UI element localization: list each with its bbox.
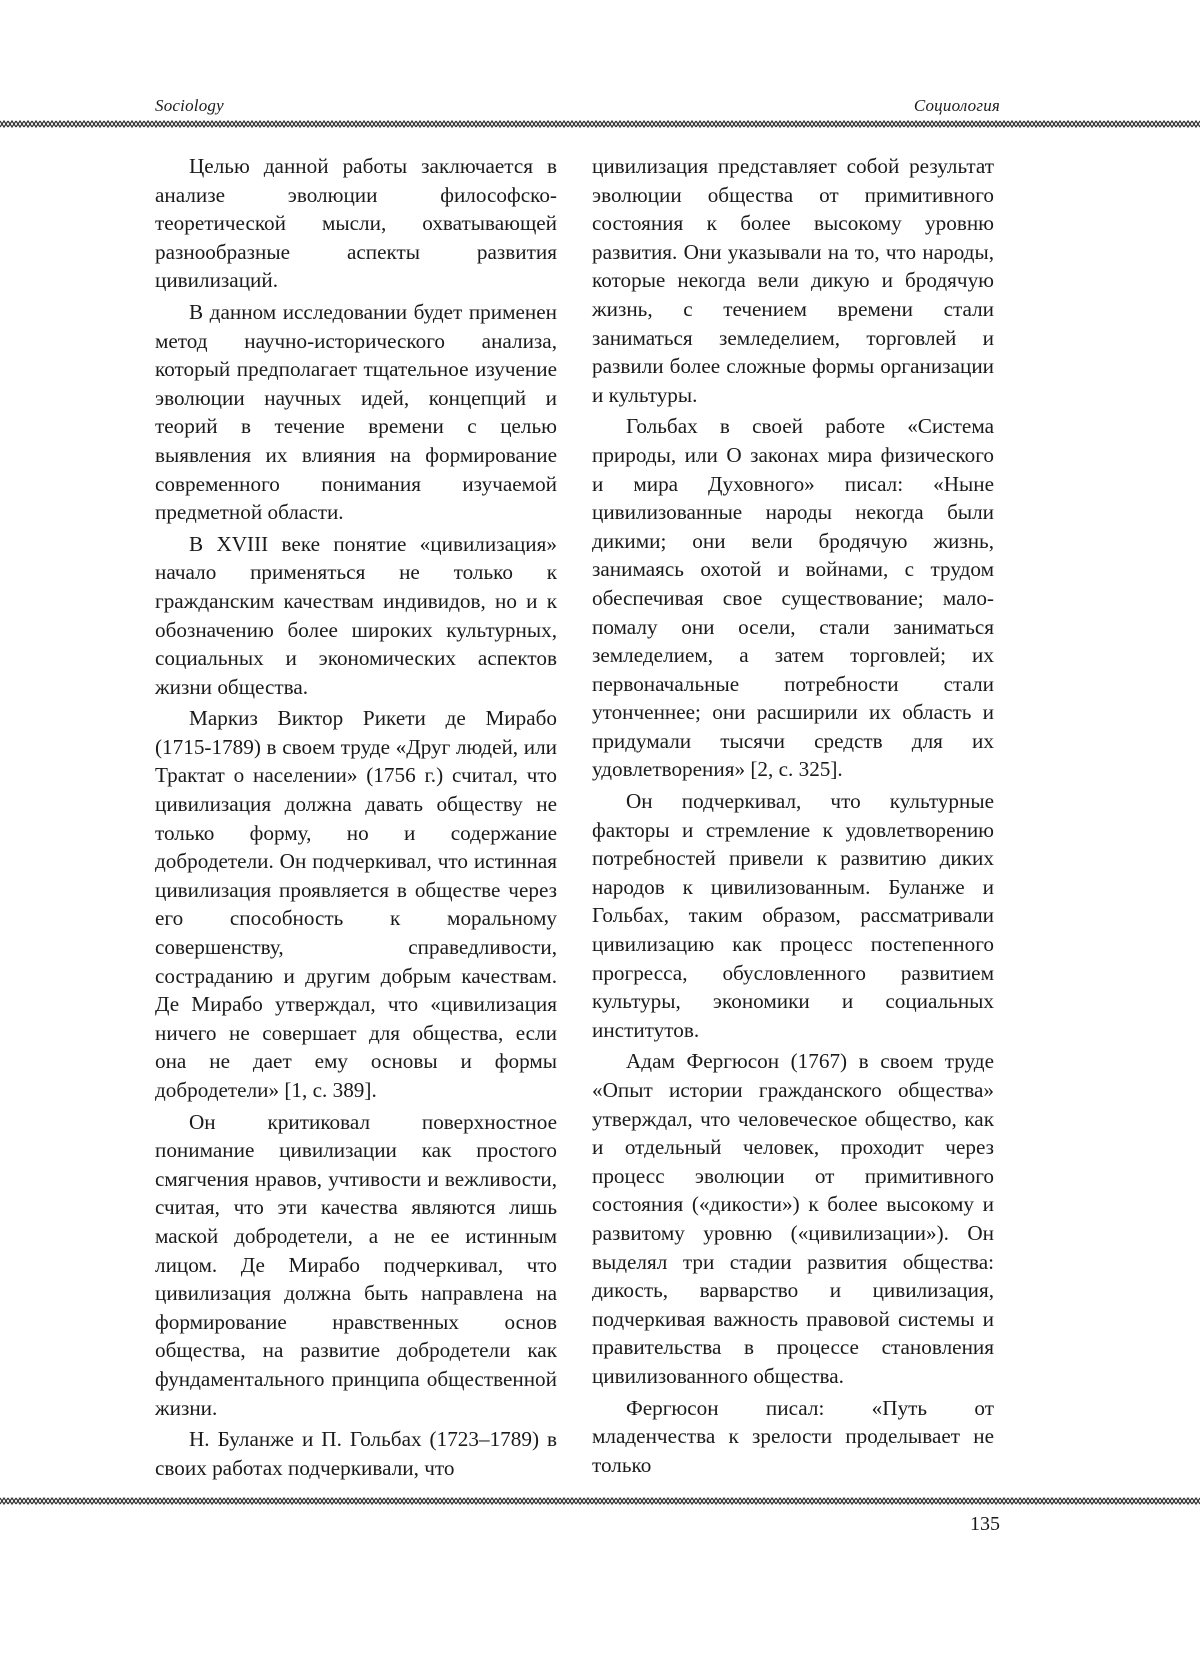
paragraph: Н. Буланже и П. Гольбах (1723–1789) в своих работах подчеркивали, что	[155, 1427, 557, 1480]
paragraph: В данном исследовании будет применен метод научно-исторического анализа, который предполагает тщательное изучение эволюции научных идей, концепций и теорий в течение времени с целью выявления их влияния на формирование современного понимания изучаемой предметной области.	[155, 299, 557, 525]
paragraph: Адам Фергюсон (1767) в своем труде «Опыт истории гражданского общества» утверждал, что человеческое общество, как и отдельный человек, проходит через процесс эволюции от примитивного состояния («дикости») к более высокому и развитому уровню («цивилизации»). Он выделял три стадии развития общества: дикость, варварство и цивилизация, подчеркивая важность правовой системы и правительства в процессе становления цивилизованного общества.	[592, 1049, 994, 1388]
left-column	[155, 152, 557, 1485]
top-decorative-border	[0, 118, 1200, 130]
paragraph: Он критиковал поверхностное понимание цивилизации как простого смягчения нравов, учтивости и вежливости, считая, что эти качества являются лишь маской добродетели, а не ее истинным лицом. Де Мирабо подчеркивал, что цивилизация должна быть направлена на формирование нравственных основ общества, на развитие добродетели как фундаментального принципа общественной жизни.	[155, 1109, 557, 1420]
paragraph: Он подчеркивал, что культурные факторы и стремление к удовлетворению потребностей привели к развитию диких народов к цивилизованным. Буланже и Гольбах, таким образом, рассматривали цивилизацию как процесс постепенного прогресса, обусловленного развитием культуры, экономики и социальных институтов.	[592, 789, 994, 1042]
right-column	[592, 152, 994, 1482]
header-journal-en: Sociology	[155, 96, 224, 115]
bottom-decorative-border	[0, 1495, 1200, 1507]
paragraph: Целью данной работы заключается в анализе эволюции философско-теоретической мысли, охватывающей разнообразные аспекты развития цивилизаций.	[155, 154, 557, 293]
paragraph: В XVIII веке понятие «цивилизация» начало применяться не только к гражданским качествам индивидов, но и к обозначению более широких культурных, социальных и экономических аспектов жизни общества.	[155, 531, 557, 699]
paragraph-continued: цивилизация представляет собой результат эволюции общества от примитивного состояния к более высокому уровню развития. Они указывали на то, что народы, которые некогда вели дикую и бродячую жизнь, с течением времени стали заниматься земледелием, торговлей и развили более сложные формы организации и культуры.	[592, 154, 994, 407]
paragraph: Гольбах в своей работе «Система природы, или О законах мира физического и мира Духовного» писал: «Ныне цивилизованные народы некогда были дикими; они вели бродячую жизнь, занимаясь охотой и войнами, с трудом обеспечивая свое существование; мало-помалу они осели, стали заниматься земледелием, а затем торговлей; их первоначальные потребности стали утонченнее; они расширили их область и придумали тысячи средств для их удовлетворения» [2, с. 325].	[592, 414, 994, 782]
header-journal-ru: Социология	[913, 96, 1000, 115]
paragraph: Фергюсон писал: «Путь от младенчества к зрелости проделывает не только	[592, 1395, 994, 1477]
running-header	[155, 96, 1000, 116]
paragraph: Маркиз Виктор Рикети де Мирабо (1715-1789) в своем труде «Друг людей, или Трактат о населении» (1756 г.) считал, что цивилизация должна давать обществу не только форму, но и содержание добродетели. Он подчеркивал, что истинная цивилизация проявляется в обществе через его способность к моральному совершенству, справедливости, состраданию и другим добрым качествам. Де Мирабо утверждал, что «цивилизация ничего не совершает для общества, если она не дает ему основы и формы добродетели» [1, с. 389].	[155, 706, 557, 1102]
page-number: 135	[970, 1513, 1000, 1535]
